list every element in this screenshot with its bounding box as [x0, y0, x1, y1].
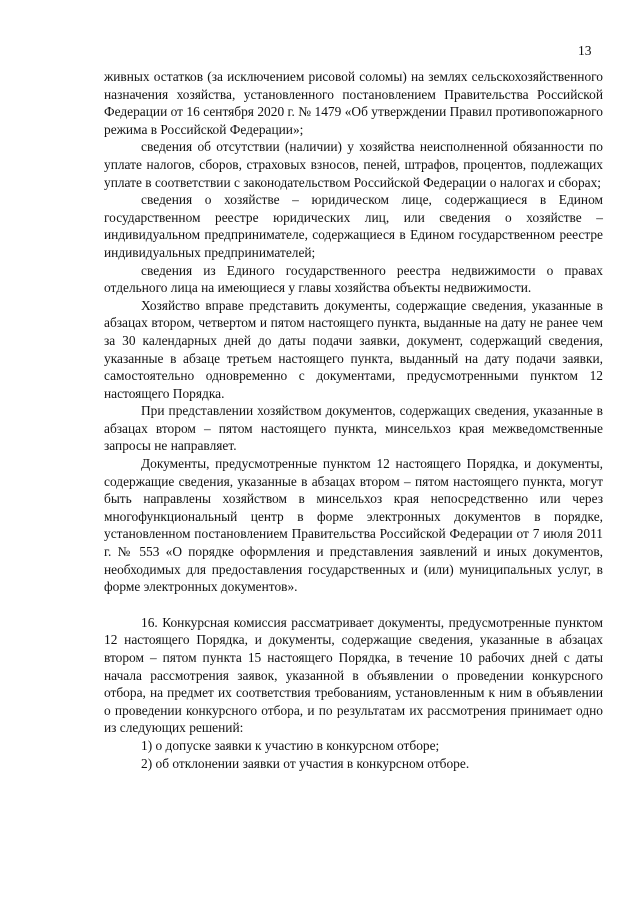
list-item: 1) о допуске заявки к участию в конкурсном отборе;: [141, 737, 440, 753]
paragraph: сведения об отсутствии (наличии) у хозяйства неисполненной обязанности по уплате налогов, сборов, страховых взносов, пеней, штрафов, процентов, подлежащих уплате в соответствии с законодательством Российской Федерации о налогах и сборах;: [104, 139, 603, 190]
list-item: 2) об отклонении заявки от участия в конкурсном отборе.: [141, 755, 470, 771]
paragraph: Хозяйство вправе представить документы, содержащие сведения, указанные в абзацах втором, четвертом и пятом настоящего пункта, выданные на дату не ранее чем за 30 календарных дней до даты подачи заявки, документ, содержащий сведения, указанные в абзаце третьем настоящего пункта, выданный на дату подачи заявки, самостоятельно одновременно с документами, предусмотренными пунктом 12 настоящего Порядка.: [104, 297, 603, 401]
document-body: [104, 68, 603, 772]
paragraph: При представлении хозяйством документов, содержащих сведения, указанные в абзацах втором – пятом настоящего пункта, минсельхоз края межведомственные запросы не направляет.: [104, 403, 603, 454]
paragraph: сведения о хозяйстве – юридическом лице, содержащиеся в Едином государственном реестре юридических лиц, или сведения о хозяйстве – индивидуальном предпринимателе, содержащиеся в Едином государственном реестре индивидуальных предпринимателей;: [104, 192, 603, 260]
section-gap: [104, 596, 603, 614]
paragraph: 16. Конкурсная комиссия рассматривает документы, предусмотренные пунктом 12 настоящего Порядка, и документы, содержащие сведения, указанные в абзацах втором – пятом пункта 15 настоящего Порядка, в течение 10 рабочих дней с даты начала рассмотрения заявок, указанной в объявлении о проведении конкурсного отбора, на предмет их соответствия требованиям, установленным к ним в объявлении о проведении конкурсного отбора, и по результатам их рассмотрения принимает одно из следующих решений:: [104, 614, 603, 736]
page-number: 13: [578, 43, 592, 58]
paragraph: Документы, предусмотренные пунктом 12 настоящего Порядка, и документы, содержащие сведения, указанные в абзацах втором – пятом настоящего пункта, могут быть направлены хозяйством в минсельхоз края непосредственно или через многофункциональный центр в форме электронных документов в порядке, установленном постановлением Правительства Российской Федерации от 7 июля 2011 г. № 553 «О порядке оформления и представления заявлений и иных документов, необходимых для предоставления государственных и (или) муниципальных услуг, в форме электронных документов».: [104, 456, 603, 595]
paragraph: сведения из Единого государственного реестра недвижимости о правах отдельного лица на имеющиеся у главы хозяйства объекты недвижимости.: [104, 262, 603, 296]
paragraph: живных остатков (за исключением рисовой соломы) на землях сельскохозяйственного назначения хозяйства, установленного постановлением Правительства Российской Федерации от 16 сентября 2020 г. № 1479 «Об утверждении Правил противопожарного режима в Российской Федерации»;: [104, 69, 603, 137]
